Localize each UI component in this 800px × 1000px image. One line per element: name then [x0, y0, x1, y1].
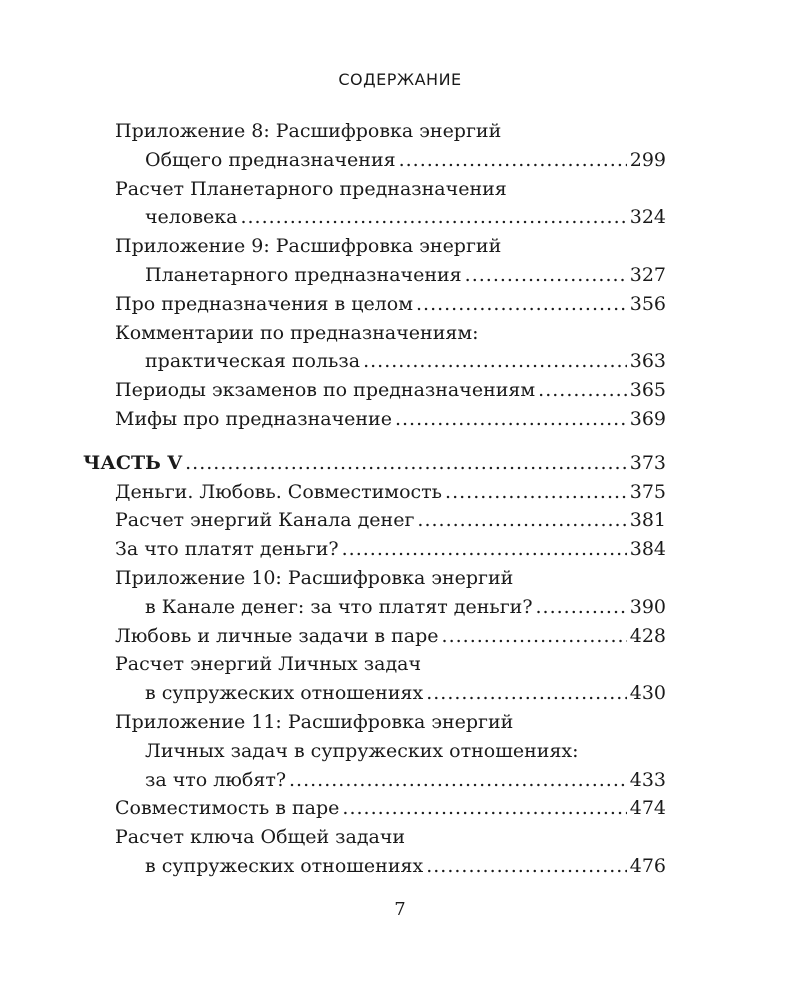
- dot-leader: [342, 794, 626, 823]
- dot-leader: [426, 852, 627, 881]
- page-number: 7: [394, 899, 406, 920]
- toc-page-number: 363: [629, 350, 666, 373]
- dot-leader: [363, 347, 627, 376]
- toc-entry: [83, 405, 666, 434]
- toc-entry: [83, 564, 666, 593]
- toc-entry-title: практическая польза: [145, 350, 361, 373]
- toc-entry: [83, 679, 666, 708]
- toc-entry-title: человека: [145, 206, 238, 229]
- dot-leader: [442, 622, 627, 651]
- toc-page-number: 356: [629, 292, 666, 315]
- dot-leader: [538, 376, 627, 405]
- toc-entry-title: Планетарного предназначения: [145, 263, 462, 286]
- toc-entry-title: Расчет энергий Личных задач: [115, 653, 422, 676]
- toc-entry: [83, 203, 666, 232]
- running-header: СОДЕРЖАНИЕ: [338, 70, 462, 89]
- toc-entry: [83, 319, 666, 348]
- dot-leader: [465, 261, 627, 290]
- toc-entry-title: Деньги. Любовь. Совместимость: [115, 480, 443, 503]
- toc-entry: [83, 175, 666, 204]
- dot-leader: [399, 146, 627, 175]
- toc-entry: [83, 347, 666, 376]
- toc-entry-title: Расчет энергий Канала денег: [115, 509, 415, 532]
- toc-entry: [83, 376, 666, 405]
- table-of-contents: [83, 117, 666, 881]
- toc-entry: [83, 535, 666, 564]
- toc-entry: [83, 852, 666, 881]
- dot-leader: [416, 290, 627, 319]
- toc-entry: [83, 622, 666, 651]
- toc-entry: [83, 117, 666, 146]
- toc-page-number: 433: [629, 768, 666, 791]
- toc-entry-title: Приложение 8: Расшифровка энергий: [115, 120, 502, 142]
- toc-page-number: 324: [629, 206, 666, 229]
- toc-page-number: 430: [629, 682, 666, 705]
- toc-part-heading: [83, 449, 666, 478]
- toc-entry: [83, 146, 666, 175]
- toc-page-number: 327: [629, 263, 666, 286]
- toc-entry-title: Приложение 10: Расшифровка энергий: [115, 566, 514, 589]
- toc-entry: [83, 737, 666, 766]
- toc-page-number: 428: [629, 624, 666, 647]
- toc-entry: [83, 290, 666, 319]
- toc-entry: [83, 232, 666, 261]
- toc-entry-title: Приложение 11: Расшифровка энергий: [115, 710, 514, 733]
- toc-entry-title: Общего предназначения: [145, 148, 396, 171]
- toc-entry-title: за что любят?: [145, 768, 287, 791]
- dot-leader: [240, 203, 626, 232]
- toc-page-number: 373: [629, 451, 666, 474]
- toc-entry-title: Расчет ключа Общей задачи: [115, 826, 406, 849]
- dot-leader: [289, 766, 627, 795]
- toc-entry-title: Приложение 9: Расшифровка энергий: [115, 235, 502, 258]
- toc-entry-title: в Канале денег: за что платят деньги?: [145, 595, 533, 618]
- toc-page-number: 390: [629, 595, 666, 618]
- toc-entry: [83, 593, 666, 622]
- toc-entry: [83, 650, 666, 679]
- toc-page-number: 474: [629, 797, 666, 820]
- dot-leader: [417, 506, 626, 535]
- toc-page-number: 365: [629, 379, 666, 402]
- toc-entry: [83, 708, 666, 737]
- toc-entry: [83, 506, 666, 535]
- dot-leader: [426, 679, 627, 708]
- toc-page-number: 299: [629, 148, 666, 171]
- toc-entry-title: Про предназначения в целом: [115, 292, 413, 315]
- toc-entry-title: Периоды экзаменов по предназначениям: [115, 379, 536, 402]
- dot-leader: [185, 449, 627, 478]
- toc-entry-title: Мифы про предназначение: [115, 407, 392, 430]
- toc-part-title: ЧАСТЬ V: [83, 451, 183, 474]
- toc-page-number: 381: [629, 509, 666, 532]
- toc-entry: [83, 261, 666, 290]
- toc-entry-title: в супружеских отношениях: [145, 854, 424, 877]
- toc-page-number: 369: [629, 407, 666, 430]
- toc-page-number: 384: [629, 538, 666, 561]
- toc-entry: [83, 766, 666, 795]
- dot-leader: [536, 593, 627, 622]
- toc-page-number: 375: [629, 480, 666, 503]
- toc-entry-title: Любовь и личные задачи в паре: [115, 624, 439, 647]
- section-gap: [83, 434, 666, 449]
- dot-leader: [342, 535, 627, 564]
- dot-leader: [395, 405, 627, 434]
- toc-entry-title: Комментарии по предназначениям:: [115, 321, 479, 344]
- toc-entry: [83, 823, 666, 852]
- dot-leader: [445, 478, 627, 507]
- toc-entry: [83, 794, 666, 823]
- toc-entry: [83, 478, 666, 507]
- toc-entry-title: Личных задач в супружеских отношениях:: [145, 739, 579, 762]
- toc-entry-title: в супружеских отношениях: [145, 682, 424, 705]
- toc-entry-title: Совместимость в паре: [115, 797, 340, 820]
- toc-entry-title: Расчет Планетарного предназначения: [115, 177, 507, 200]
- toc-entry-title: За что платят деньги?: [115, 538, 339, 561]
- toc-page-number: 476: [629, 854, 666, 877]
